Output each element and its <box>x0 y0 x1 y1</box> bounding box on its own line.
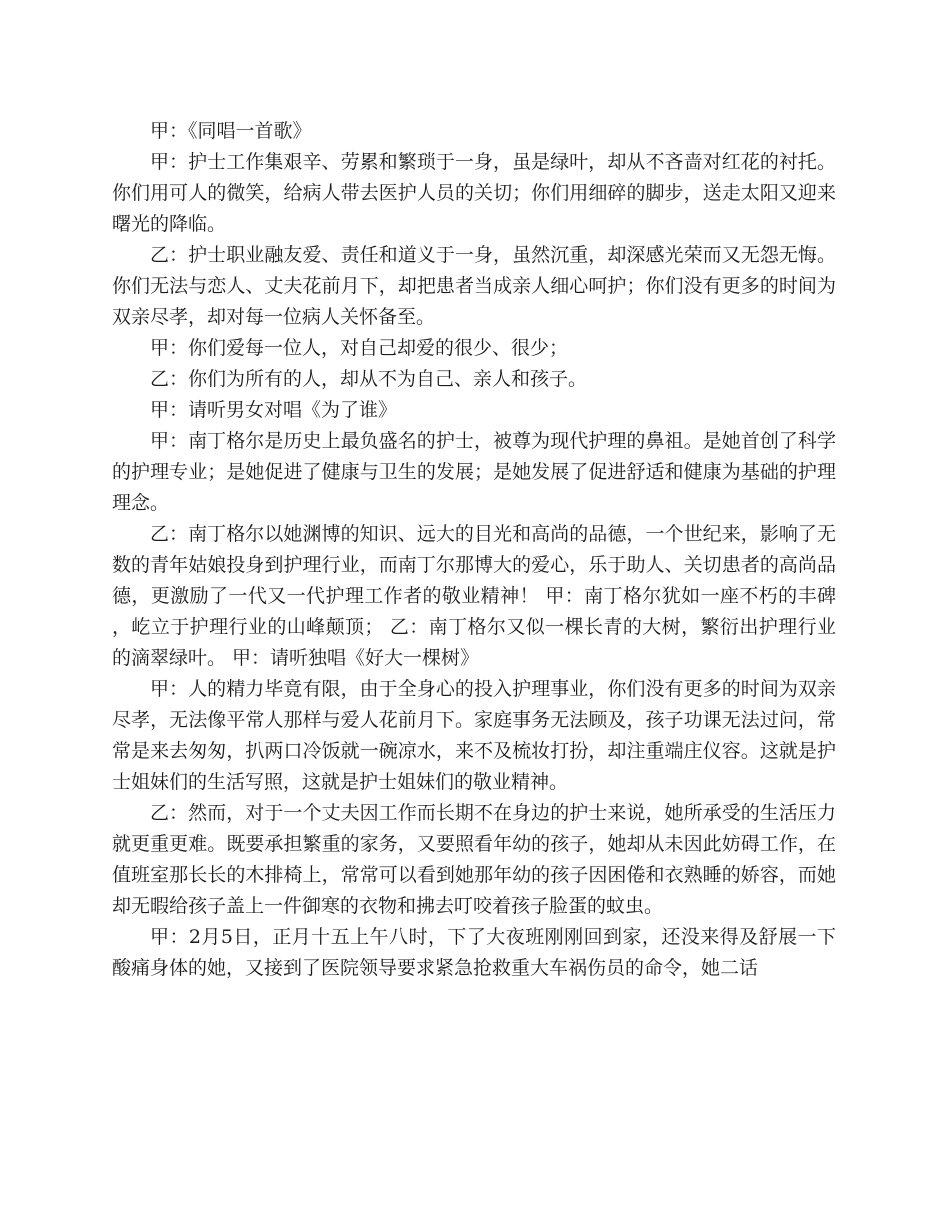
paragraph-5: 乙：你们为所有的人，却从不为自己、亲人和孩子。 <box>150 368 588 390</box>
paragraph-9: 甲：人的精力毕竟有限，由于全身心的投入护理事业，你们没有更多的时间为双亲尽孝，无法像平常人那样与爱人花前月下。家庭事务无法顾及，孩子功课无法过问，常常是来去匆匆，扒两口冷饭就一碗凉水，来不及梳妆打扮，却注重端庄仪容。这就是护士姐妹们的生活写照，这就是护士姐妹们的敬业精神。 <box>112 678 836 793</box>
paragraph-3: 乙：护士职业融友爱、责任和道义于一身，虽然沉重，却深感光荣而又无怨无悔。你们无法与恋人、丈夫花前月下，却把患者当成亲人细心呵护；你们没有更多的时间为双亲尽孝，却对每一位病人关怀备至。 <box>112 244 836 328</box>
paragraph-4: 甲：你们爱每一位人，对自己却爱的很少、很少； <box>150 337 569 359</box>
document-body <box>112 116 836 984</box>
paragraph-11: 甲：2月5日，正月十五上午八时，下了大夜班刚刚回到家，还没来得及舒展一下酸痛身体的她，又接到了医院领导要求紧急抢救重大车祸伤员的命令，她二话 <box>112 926 836 979</box>
paragraph-10: 乙：然而，对于一个丈夫因工作而长期不在身边的护士来说，她所承受的生活压力就更重更难。既要承担繁重的家务，又要照看年幼的孩子，她却从未因此妨碍工作，在值班室那长长的木排椅上，常常可以看到她那年幼的孩子因困倦和衣熟睡的娇容，而她却无暇给孩子盖上一件御寒的衣物和拂去叮咬着孩子脸蛋的蚊虫。 <box>112 802 836 917</box>
paragraph-7: 甲：南丁格尔是历史上最负盛名的护士，被尊为现代护理的鼻祖。是她首创了科学的护理专业；是她促进了健康与卫生的发展；是她发展了促进舒适和健康为基础的护理理念。 <box>112 430 836 514</box>
paragraph-8: 乙：南丁格尔以她渊博的知识、远大的目光和高尚的品德，一个世纪来，影响了无数的青年姑娘投身到护理行业，而南丁尔那博大的爱心，乐于助人、关切患者的高尚品德，更激励了一代又一代护理工作者的敬业精神！ 甲：南丁格尔犹如一座不朽的丰碑，屹立于护理行业的山峰颠顶； 乙：南丁格尔又似一棵长青的大树，繁衍出护理行业的滴翠绿叶。 甲：请听独唱《好大一棵树》 <box>112 523 836 669</box>
paragraph-1: 甲：《同唱一首歌》 <box>150 120 312 142</box>
paragraph-6: 甲：请听男女对唱《为了谁》 <box>150 399 398 421</box>
paragraph-2: 甲：护士工作集艰辛、劳累和繁琐于一身，虽是绿叶，却从不吝啬对红花的衬托。你们用可人的微笑，给病人带去医护人员的关切；你们用细碎的脚步，送走太阳又迎来曙光的降临。 <box>112 151 836 235</box>
